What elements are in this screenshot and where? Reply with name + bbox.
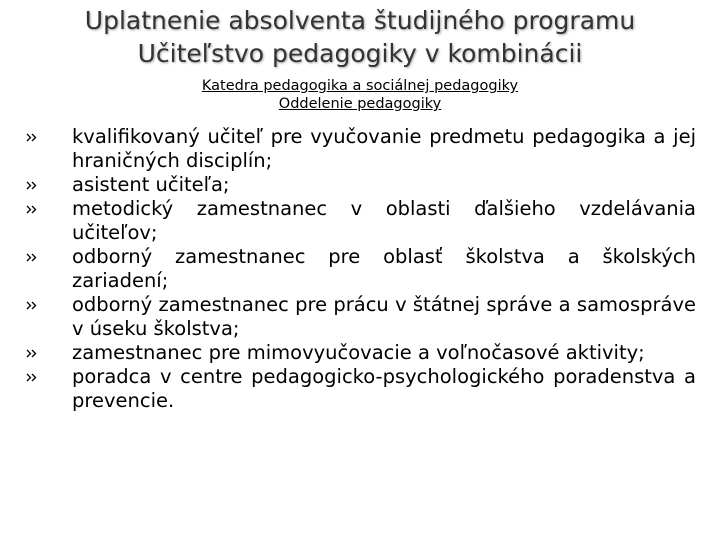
list-item — [26, 245, 696, 293]
department-name: Katedra pedagogika a sociálnej pedagogiky — [201, 78, 519, 94]
double-chevron-right-icon — [26, 197, 40, 221]
division-name: Oddelenie pedagogiky — [278, 96, 442, 112]
list-item-text: asistent učiteľa; — [72, 173, 230, 196]
list-item — [26, 365, 696, 413]
double-chevron-right-icon — [26, 173, 40, 197]
list-item — [26, 125, 696, 173]
double-chevron-right-icon — [26, 293, 40, 317]
list-item — [26, 293, 696, 341]
list-item — [26, 341, 696, 365]
list-item-text: odborný zamestnanec pre oblasť školstva a školských zariadení; — [72, 245, 696, 292]
graduate-employment-list — [26, 125, 696, 413]
double-chevron-right-icon — [26, 365, 40, 389]
list-item-text: odborný zamestnanec pre prácu v štátnej správe a samospráve v úseku školstva; — [72, 293, 696, 340]
list-item — [26, 173, 696, 197]
list-item-text: zamestnanec pre mimovyučovacie a voľnočasové aktivity; — [72, 341, 645, 364]
slide-subtitle — [0, 77, 720, 113]
slide-title-line-1: Uplatnenie absolventa študijného programu — [84, 6, 636, 35]
list-item-text: kvalifikovaný učiteľ pre vyučovanie predmetu pedagogika a jej hraničných disciplín; — [72, 125, 696, 172]
list-item-text: poradca v centre pedagogicko-psychologického poradenstva a prevencie. — [72, 365, 696, 412]
list-item-text: metodický zamestnanec v oblasti ďalšieho vzdelávania učiteľov; — [72, 197, 696, 244]
slide-title — [0, 4, 720, 70]
double-chevron-right-icon — [26, 341, 40, 365]
slide-title-line-2: Učiteľstvo pedagogiky v kombinácii — [137, 39, 583, 68]
double-chevron-right-icon — [26, 125, 40, 149]
double-chevron-right-icon — [26, 245, 40, 269]
list-item — [26, 197, 696, 245]
